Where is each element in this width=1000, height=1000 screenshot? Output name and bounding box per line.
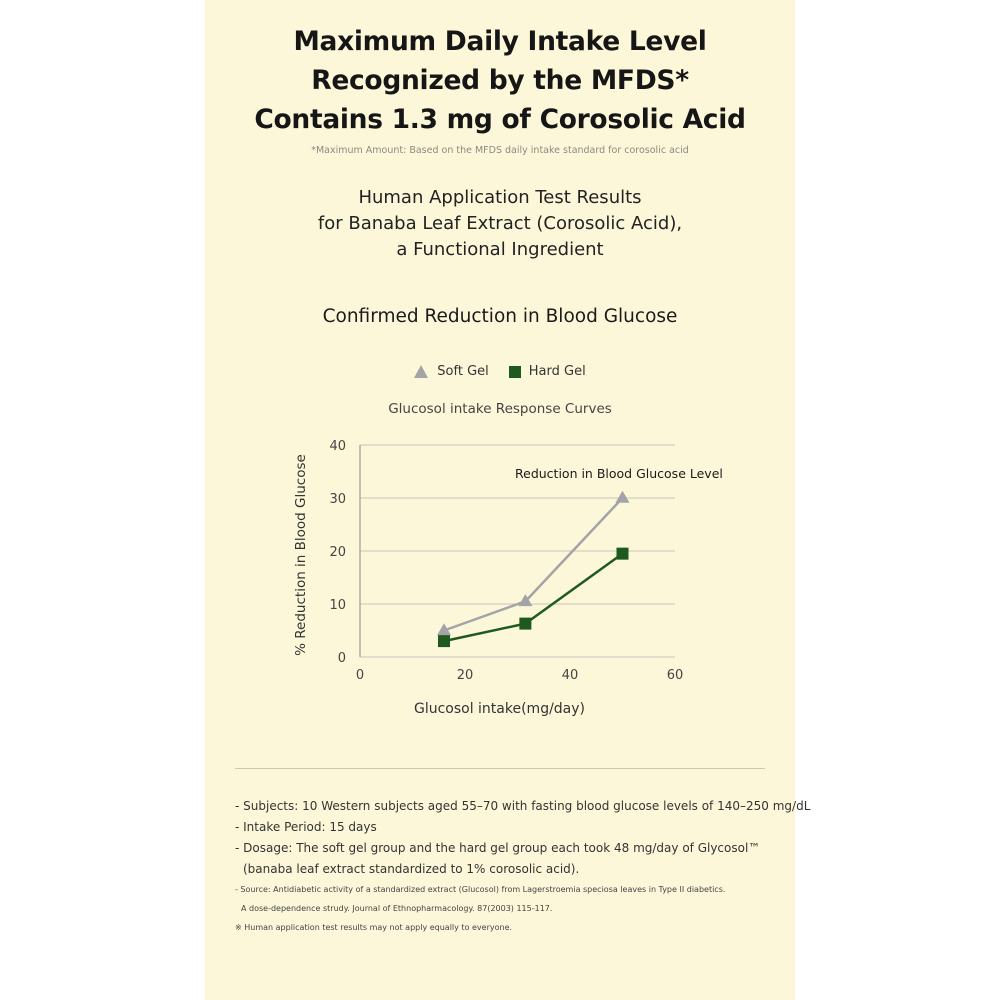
data-point-hard-gel — [617, 548, 629, 560]
data-point-hard-gel — [519, 618, 531, 630]
y-tick-label: 20 — [329, 545, 346, 560]
x-axis-label: Glucosol intake(mg/day) — [413, 701, 586, 717]
y-axis-label: % Reduction in Blood Glucose — [293, 454, 309, 656]
series-line-soft-gel — [444, 498, 623, 631]
note-disclaimer: ※ Human application test results may not apply equally to everyone. — [235, 923, 513, 932]
triangle-marker-icon — [414, 365, 428, 378]
series-line-hard-gel — [444, 554, 623, 641]
legend-label-hard-gel: Hard Gel — [528, 364, 586, 379]
subheading-line-1: Human Application Test Results — [358, 187, 642, 208]
legend-item-hard-gel — [509, 364, 586, 379]
note-subjects: - Subjects: 10 Western subjects aged 55–70 with fasting blood glucose levels of 140–250 mg/dL — [235, 799, 811, 813]
note-dosage-continued: (banaba leaf extract standardized to 1% corosolic acid). — [243, 862, 580, 876]
note-intake-period: - Intake Period: 15 days — [235, 820, 377, 834]
y-tick-label: 40 — [329, 439, 346, 454]
legend-item-soft-gel — [414, 364, 488, 379]
note-source-continued: A dose-dependence strudy. Journal of Ethnopharmacology. 87(2003) 115-117. — [241, 904, 553, 913]
subheading-line-3: a Functional Ingredient — [396, 239, 604, 260]
x-tick-label: 20 — [456, 668, 474, 683]
plot-title: Glucosol intake Response Curves — [388, 401, 612, 417]
headline-line-1: Maximum Daily Intake Level — [293, 26, 707, 57]
x-tick-label: 0 — [355, 668, 365, 683]
note-dosage: - Dosage: The soft gel group and the hard gel group each took 48 mg/day of Glycosol™ — [235, 841, 761, 855]
headline-line-3: Contains 1.3 mg of Corosolic Acid — [254, 104, 746, 135]
y-tick-label: 10 — [329, 598, 346, 613]
square-marker-icon — [509, 366, 521, 378]
content-panel — [205, 0, 811, 1000]
subheading-line-2: for Banaba Leaf Extract (Corosolic Acid), — [317, 213, 683, 234]
legend-label-soft-gel: Soft Gel — [437, 364, 489, 379]
chart-annotation: Reduction in Blood Glucose Level — [515, 466, 723, 481]
maximum-amount-footnote: *Maximum Amount: Based on the MFDS daily intake standard for corosolic acid — [311, 145, 689, 156]
x-tick-label: 40 — [561, 668, 579, 683]
headline-line-2: Recognized by the MFDS* — [311, 65, 689, 96]
response-curve-chart — [205, 430, 795, 730]
subheading — [205, 185, 795, 263]
study-notes — [235, 796, 811, 937]
y-tick-label: 0 — [337, 651, 346, 666]
section-title: Confirmed Reduction in Blood Glucose — [322, 306, 678, 327]
chart-legend — [205, 364, 795, 379]
headline — [205, 22, 795, 139]
data-point-soft-gel — [616, 491, 630, 503]
note-source: - Source: Antidiabetic activity of a standardized extract (Glucosol) from Lagerstroemia speciosa leaves in Type II diabetics. — [235, 885, 726, 894]
x-tick-label: 60 — [666, 668, 684, 683]
data-point-hard-gel — [438, 635, 450, 647]
divider — [235, 768, 765, 769]
y-tick-label: 30 — [329, 492, 346, 507]
